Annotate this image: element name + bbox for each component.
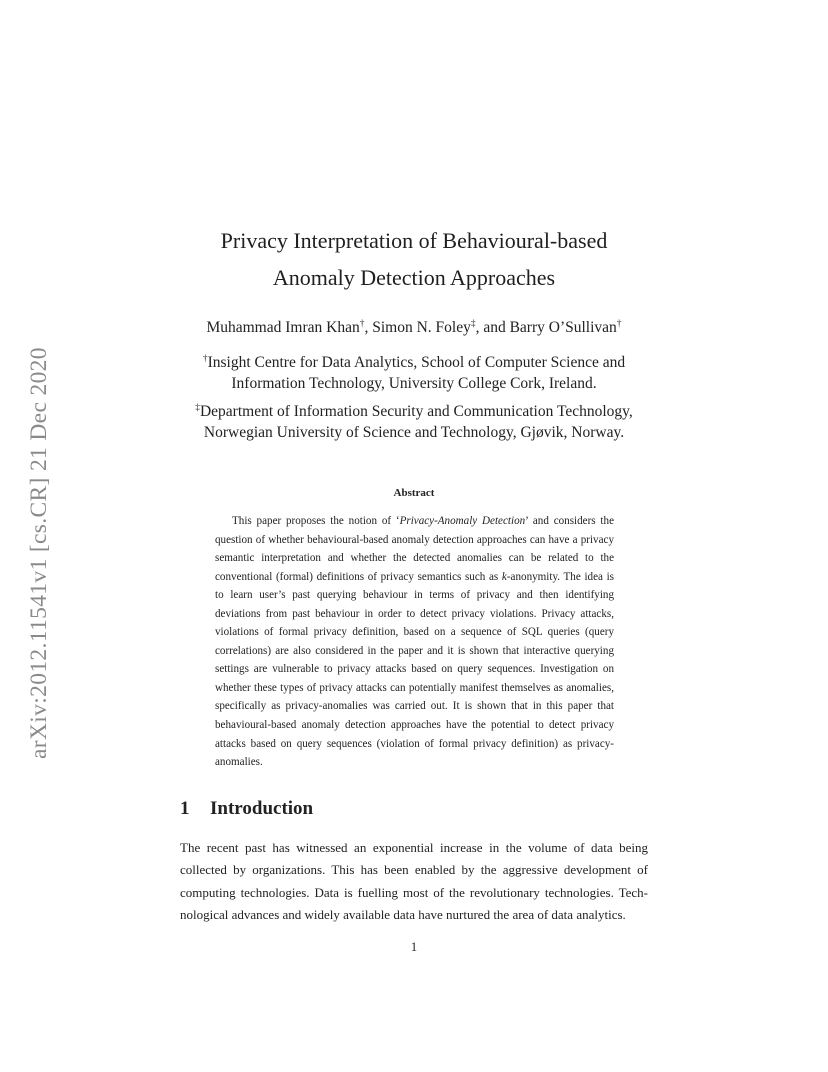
affiliation-2-text: Department of Information Security and Communication Technology, (199, 403, 633, 421)
abstract-heading: Abstract (393, 487, 435, 499)
affiliation-2-mark: ‡ (195, 403, 200, 413)
paper-title-line-1: Privacy Interpretation of Behavioural-based (220, 228, 608, 253)
abstract-intro-continued: ’ and considers the question of whether behavioural-based anomaly detection approaches can have a privacy semantic interpretation and whether the detected anomalies can be related to the conventional (formal) definitions of privacy semantics such as (215, 515, 614, 583)
author-3-affiliation-mark: † (616, 319, 622, 329)
author-2-affiliation-mark: ‡ (470, 319, 476, 329)
paper-title-line-2: Anomaly Detection Approaches (272, 265, 556, 290)
affiliation-1-line-1 (150, 349, 678, 373)
author-1-affiliation-mark: † (359, 319, 365, 329)
abstract-rest: -anonymity. The idea is to learn user’s past querying behaviour in terms of privacy and then identifying deviations from past behaviour in order to detect privacy violations. Privacy attacks, violations of formal privacy definition, based on a sequence of SQL queries (query correlations) are also considered in the paper and it is shown that interactive querying settings are vulnerable to privacy attacks based on query sequences. Investigation on whether these types of privacy attacks can potentially manifest themselves as anomalies, specifically as privacy-anomalies was carried out. It is shown that in this paper that behavioural-based anomaly detection approaches have the potential to detect privacy attacks based on query sequences (violation of formal privacy definition) as privacy-anomalies. (215, 570, 614, 769)
author-1-name: Muhammad Imran Khan (206, 319, 360, 337)
affiliation-1-mark: † (202, 354, 208, 364)
abstract-intro: This paper proposes the notion of ‘ (232, 515, 400, 527)
affiliation-2-line-1 (150, 398, 678, 422)
abstract-emphasis: Privacy-Anomaly Detection (399, 515, 526, 527)
affiliation-2-line-2: Norwegian University of Science and Technology, Gjøvik, Norway. (203, 424, 625, 441)
introduction-paragraph: The recent past has witnessed an exponential increase in the volume of data being collected by organizations. This has been enabled by the aggressive development of computing technologies. Data is fuelling most of the revolutionary technologies. Technological advances and widely available data have nurtured the area of data analytics. (180, 840, 648, 923)
section-title: Introduction (210, 798, 314, 819)
affiliation-1-text: Insight Centre for Data Analytics, School of Computer Science and (207, 354, 626, 372)
section-heading-introduction (180, 798, 313, 820)
abstract-k-symbol: k (501, 570, 507, 583)
section-number: 1 (180, 798, 190, 819)
abstract-text (215, 512, 614, 772)
page-number: 1 (410, 940, 418, 954)
author-2-name: , Simon N. Foley (364, 319, 471, 337)
arxiv-identifier: arXiv:2012.11541v1 [cs.CR] 21 Dec 2020 (26, 347, 52, 759)
affiliation-1-line-2: Information Technology, University College Cork, Ireland. (231, 375, 597, 392)
author-list (164, 314, 664, 338)
author-3-name: , and Barry O’Sullivan (475, 319, 617, 337)
